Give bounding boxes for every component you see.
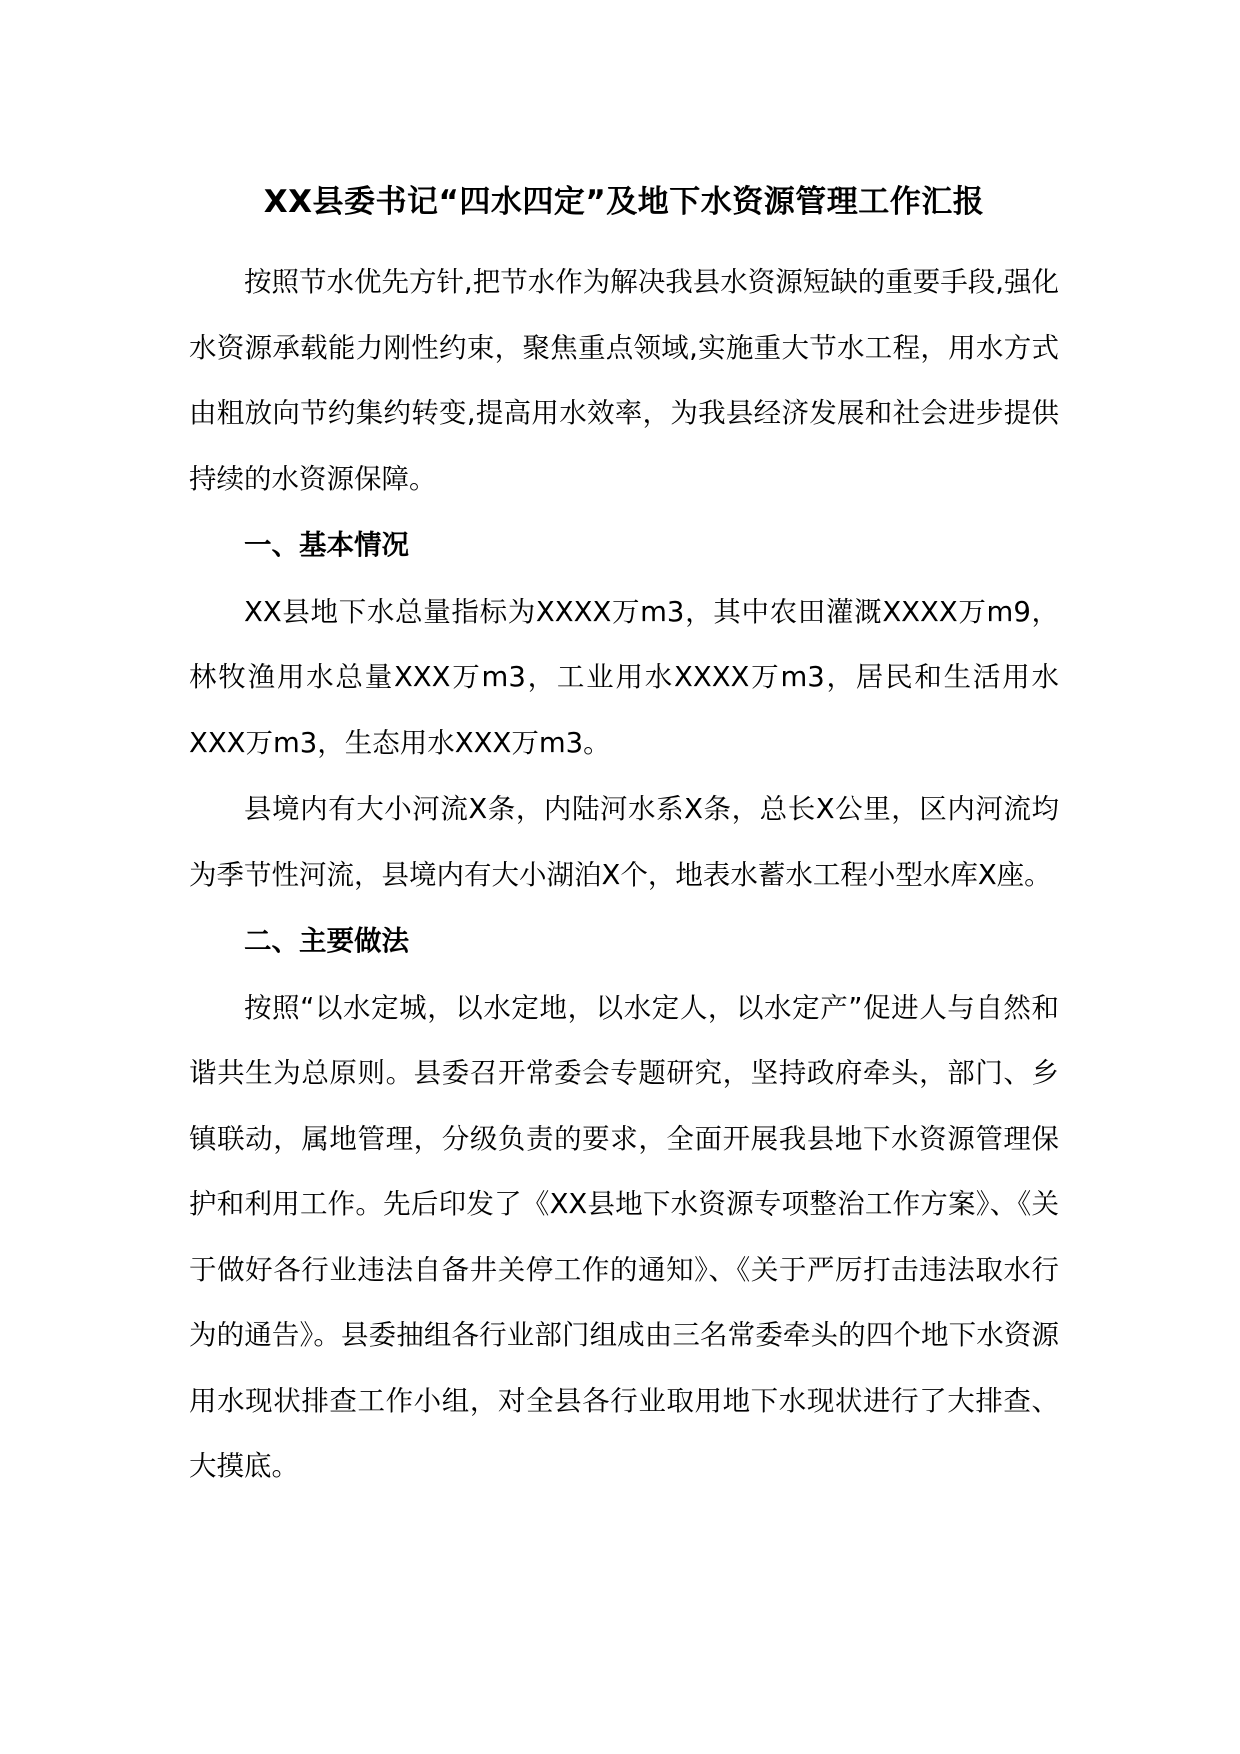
rivers-lakes-paragraph: 县境内有大小河流X条，内陆河水系X条，总长X公里，区内河流均为季节性河流，县境内有大小湖泊X个，地表水蓄水工程小型水库X座。 — [189, 793, 1059, 891]
groundwater-quota-paragraph: XX县地下水总量指标为XXXX万m3，其中农田灌溉XXXX万m9，林牧渔用水总量XXX万m3，工业用水XXXX万m3，居民和生活用水XXX万m3，生态用水XXX万m3。 — [189, 595, 1059, 759]
intro-paragraph: 按照节水优先方针,把节水作为解决我县水资源短缺的重要手段,强化水资源承载能力刚性约束，聚焦重点领域,实施重大节水工程，用水方式由粗放向节约集约转变,提高用水效率，为我县经济发展和社会进步提供持续的水资源保障。 — [189, 266, 1059, 495]
main-practices-paragraph: 按照“以水定城，以水定地，以水定人，以水定产”促进人与自然和谐共生为总原则。县委召开常委会专题研究，坚持政府牵头，部门、乡镇联动，属地管理，分级负责的要求，全面开展我县地下水资源管理保护和利用工作。先后印发了《XX县地下水资源专项整治工作方案》、《关于做好各行业违法自备井关停工作的通知》、《关于严厉打击违法取水行为的通告》。县委抽组各行业部门组成由三名常委牵头的四个地下水资源用水现状排查工作小组，对全县各行业取用地下水现状进行了大排查、大摸底。 — [189, 991, 1059, 1482]
section-heading-basic-situation: 一、基本情况 — [244, 529, 409, 561]
section-heading-main-practices: 二、主要做法 — [244, 925, 409, 957]
document-title: XX县委书记“四水四定”及地下水资源管理工作汇报 — [263, 184, 985, 220]
document-body — [189, 170, 1059, 1501]
